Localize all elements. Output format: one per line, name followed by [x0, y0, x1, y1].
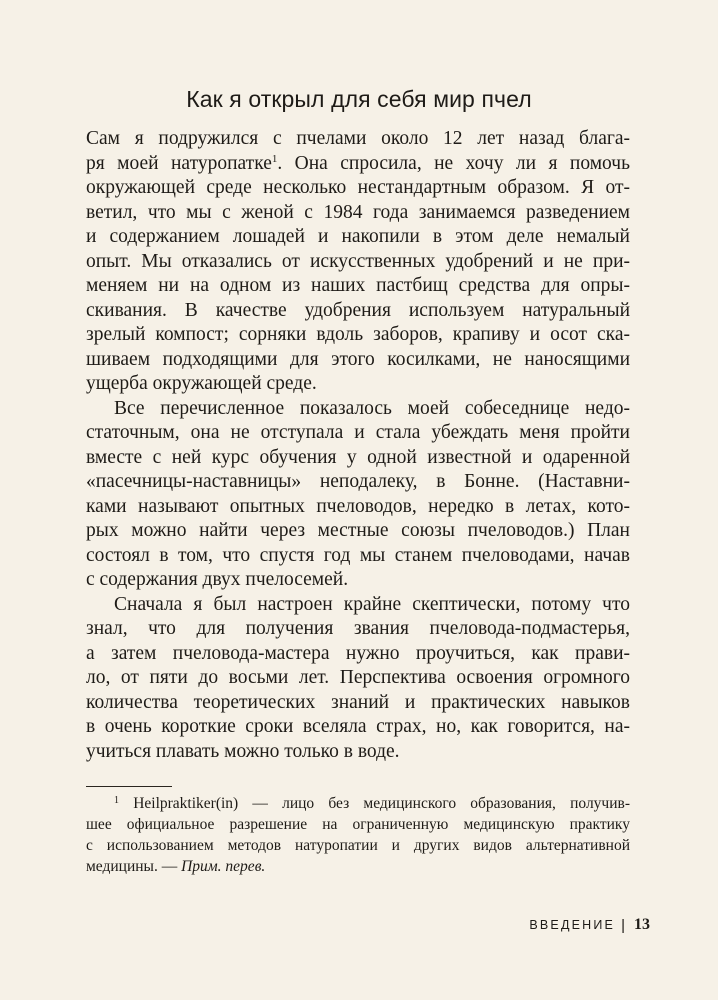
body-text: [86, 127, 630, 764]
footer-separator: |: [621, 916, 625, 934]
text-line: в очень короткие сроки вселяла страх, но, как говорится, на-: [86, 716, 630, 737]
text-fragment: Heilpraktiker(in) — лицо без медицинского образования, получив-: [119, 795, 630, 812]
text-line: ло, от пяти до восьми лет. Перспектива освоения огромного: [86, 667, 630, 688]
footnote-divider: [86, 786, 172, 787]
text-line: ущерба окружающей среде.: [86, 373, 317, 394]
paragraph: [86, 397, 630, 593]
text-line: ветил, что мы с женой с 1984 года занимаемся разведением: [86, 201, 630, 223]
text-line: шиваем подходящими для этого косилками, не наносящими: [86, 348, 630, 370]
text-line: вместе с ней курс обучения у одной известной и одаренной: [86, 446, 630, 468]
section-name: ВВЕДЕНИЕ: [529, 918, 616, 932]
translator-note-abbr: Прим. перев.: [181, 858, 266, 875]
running-footer: [529, 916, 650, 934]
footnote-marker: 1: [114, 795, 119, 806]
text-line: с содержания двух пчелосемей.: [86, 569, 349, 590]
footnote-line: [86, 793, 630, 814]
text-fragment: ря моей натуропатке: [86, 152, 272, 174]
text-line: зрелый компост; сорняки вдоль заборов, крапиву и осот ска-: [86, 324, 630, 345]
text-line: [86, 152, 630, 177]
text-line: состоял в том, что спустя год мы станем пчеловодами, начав: [86, 544, 630, 566]
text-line: меняем ни на одном из наших пастбищ средства для опры-: [86, 275, 630, 296]
text-fragment: . Она спросила, не хочу ли я помочь: [277, 152, 630, 174]
text-line: скивания. В качестве удобрения используем натуральный: [86, 299, 630, 321]
text-line: количества теоретических знаний и практических навыков: [86, 691, 630, 713]
text-line: а затем пчеловода-мастера нужно проучиться, как прави-: [86, 642, 630, 664]
text-line: Все перечисленное показалось моей собеседнице недо-: [114, 397, 630, 419]
text-line: учиться плавать можно только в воде.: [86, 740, 400, 762]
paragraph: [86, 127, 630, 397]
text-line: Сначала я был настроен крайне скептически, потому что: [114, 593, 630, 615]
text-line: опыт. Мы отказались от искусственных удобрений и не при-: [86, 250, 630, 272]
footnote: [86, 793, 630, 877]
footnote-line: шее официальное разрешение на ограниченную медицинскую практику: [86, 816, 630, 833]
paragraph: [86, 593, 630, 765]
footnote-reference: 1: [271, 152, 278, 165]
text-line: окружающей среде несколько нестандартным образом. Я от-: [86, 177, 630, 198]
text-line: и содержанием лошадей и накопили в этом деле немалый: [86, 226, 630, 247]
footnote-line: [86, 856, 630, 877]
chapter-heading: Как я открыл для себя мир пчел: [186, 86, 532, 112]
text-line: Сам я подружился с пчелами около 12 лет назад блага-: [86, 128, 630, 149]
text-line: рых можно найти через местные союзы пчеловодов.) План: [86, 520, 630, 541]
text-line: «пасечницы-наставницы» неподалеку, в Бонне. (Наставни-: [86, 471, 630, 492]
text-line: статочным, она не отступала и стала убеждать меня пройти: [86, 422, 630, 443]
text-line: ками называют опытных пчеловодов, нередко в летах, кото-: [86, 495, 630, 517]
footnote-line: с использованием методов натуропатии и других видов альтернативной: [86, 837, 630, 854]
page-number: 13: [634, 916, 650, 933]
text-fragment: медицины. —: [86, 858, 182, 875]
text-line: знал, что для получения звания пчеловода-подмастерья,: [86, 618, 630, 639]
